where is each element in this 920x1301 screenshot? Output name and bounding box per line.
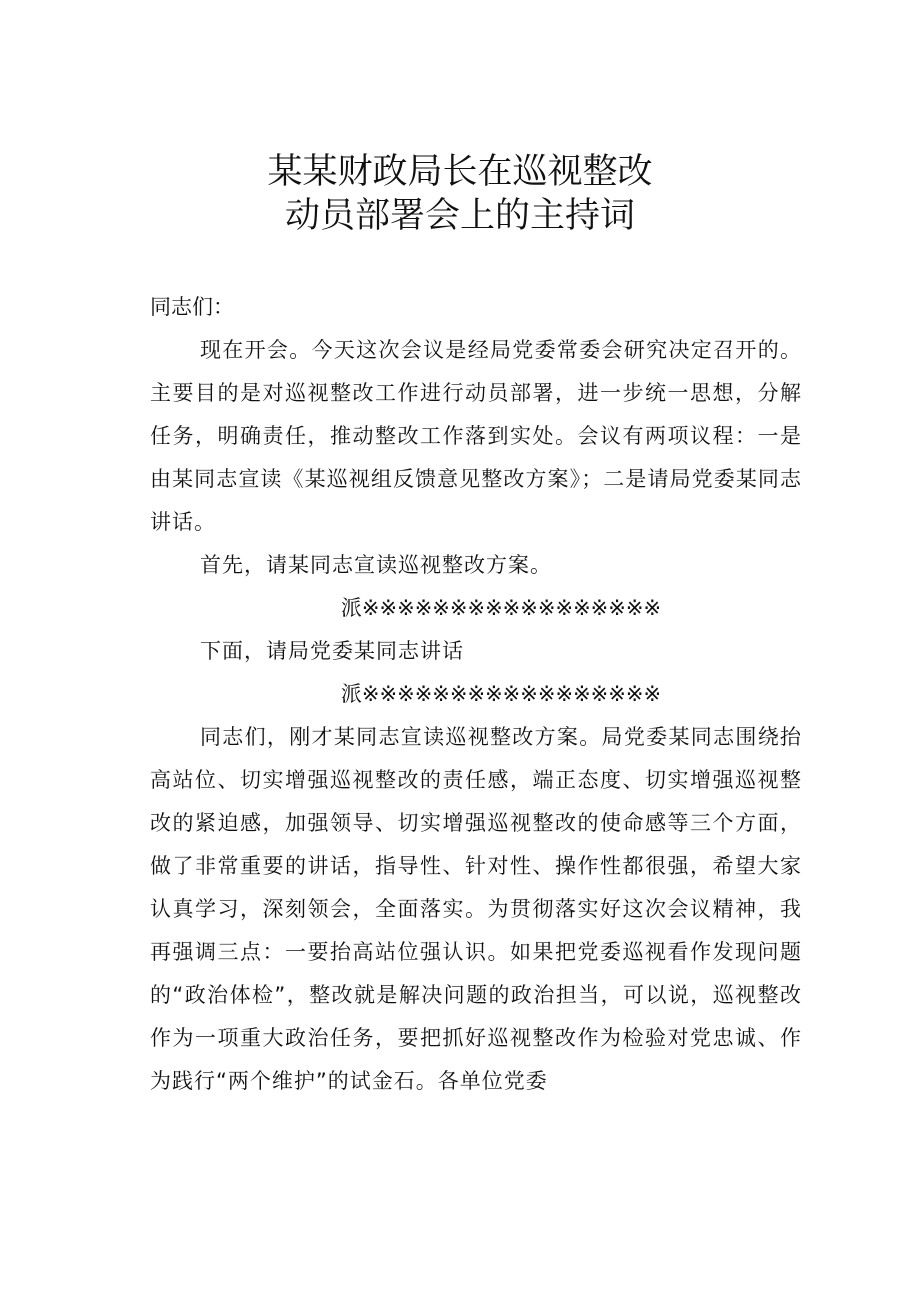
paragraph-summary: 同志们，刚才某同志宣读巡视整改方案。局党委某同志围绕抬高站位、切实增强巡视整改的责任感，端正态度、切实增强巡视整改的紧迫感，加强领导、切实增强巡视整改的使命感等三个方面，做了非常重要的讲话，指导性、针对性、操作性都很强，希望大家认真学习，深刻领会，全面落实。为贯彻落实好这次会议精神，我再强调三点：一要抬高站位强认识。如果把党委巡视看作发现问题的“政治体检”，整改就是解决问题的政治担当，可以说，巡视整改作为一项重大政治任务，要把抓好巡视整改作为检验对党忠诚、作为践行“两个维护”的试金石。各单位党委 bbox=[150, 725, 802, 1093]
placeholder-marker: 派※※※※※※※※※※※※※※※※※ bbox=[340, 596, 662, 620]
document-title-line-2: 动员部署会上的主持词 bbox=[284, 196, 635, 236]
paragraph-opening: 现在开会。今天这次会议是经局党委常委会研究决定召开的。主要目的是对巡视整改工作进行动员部署，进一步统一思想，分解任务，明确责任，推动整改工作落到实处。会议有两项议程：一是由某同志宣读《某巡视组反馈意见整改方案》；二是请局党委某同志讲话。 bbox=[150, 338, 802, 534]
paragraph-first-agenda: 首先，请某同志宣读巡视整改方案。 bbox=[200, 553, 552, 577]
salutation: 同志们： bbox=[150, 295, 234, 319]
document-title-line-1: 某某财政局长在巡视整改 bbox=[267, 152, 653, 192]
placeholder-marker: 派※※※※※※※※※※※※※※※※※ bbox=[340, 682, 662, 706]
paragraph-second-agenda: 下面，请局党委某同志讲话 bbox=[200, 639, 464, 663]
